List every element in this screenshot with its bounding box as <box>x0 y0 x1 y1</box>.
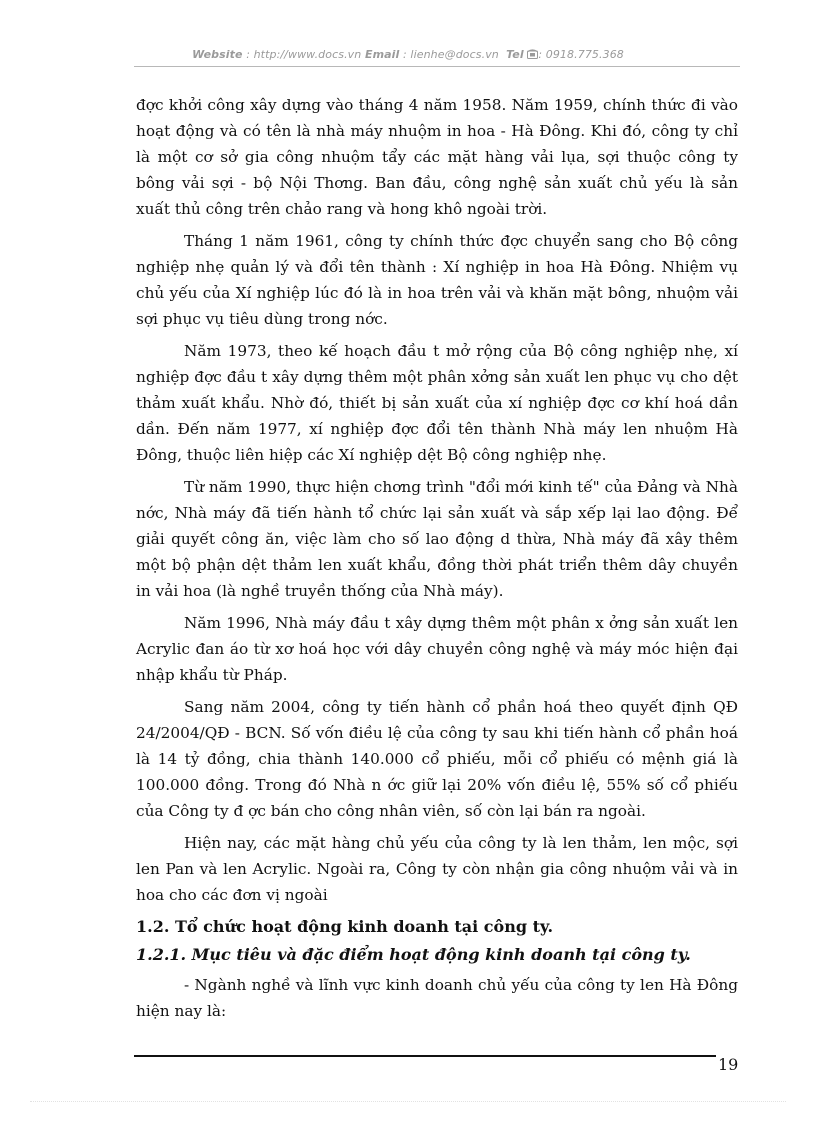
section-heading: 1.2. Tổ chức hoạt động kinh doanh tại công ty. <box>136 917 554 936</box>
paragraph: - Ngành nghề và lĩnh vực kinh doanh chủ yếu của công ty len Hà Đông hiện nay là: <box>136 976 738 1020</box>
website-label: Website <box>192 48 243 61</box>
header-divider <box>134 66 740 67</box>
paragraph: Hiện nay, các mặt hàng chủ yếu của công ty là len thảm, len mộc, sợi len Pan và len Acrylic. Ngoài ra, Công ty còn nhận gia công nhuộm vải và in hoa cho các đơn vị ngoài <box>136 834 738 904</box>
page-header <box>0 48 816 61</box>
document-body <box>136 92 738 1030</box>
paragraph: Từ năm 1990, thực hiện chơng trình "đổi mới kinh tế" của Đảng và Nhà nớc, Nhà máy đã tiến hành tổ chức lại sản xuất và sắp xếp lại lao động. Để giải quyết công ăn, việc làm cho số lao động d thừa, Nhà máy đã xây thêm một bộ phận dệt thảm len xuất khẩu, đồng thời phát triển thêm dây chuyền in vải hoa (là nghề truyền thống của Nhà máy). <box>136 478 738 600</box>
paragraph: Năm 1996, Nhà máy đầu t xây dựng thêm một phân x ởng sản xuất len Acrylic đan áo từ xơ hoá học với dây chuyền công nghệ và máy móc hiện đại nhập khẩu từ Pháp. <box>136 614 738 684</box>
subsection-heading: 1.2.1. Mục tiêu và đặc điểm hoạt động kinh doanh tại công ty. <box>136 945 691 964</box>
page-number: 19 <box>718 1055 739 1074</box>
paragraph: Sang năm 2004, công ty tiến hành cổ phần hoá theo quyết định QĐ 24/2004/QĐ - BCN. Số vốn điều lệ của công ty sau khi tiến hành cổ phần hoá là 14 tỷ đồng, chia thành 140.000 cổ phiếu, mỗi cổ phiếu có mệnh giá là 100.000 đồng. Trong đó Nhà n ớc giữ lại 20% vốn điều lệ, 55% số cổ phiếu của Công ty đ ợc bán cho công nhân viên, số còn lại bán ra ngoài. <box>136 698 738 820</box>
paragraph: Năm 1973, theo kế hoạch đầu t mở rộng của Bộ công nghiệp nhẹ, xí nghiệp đợc đầu t xây dựng thêm một phân xởng sản xuất len phục vụ cho dệt thảm xuất khẩu. Nhờ đó, thiết bị sản xuất của xí nghiệp đợc cơ khí hoá dần dần. Đến năm 1977, xí nghiệp đợc đổi tên thành Nhà máy len nhuộm Hà Đông, thuộc liên hiệp các Xí nghiệp dệt Bộ công nghiệp nhẹ. <box>136 342 738 464</box>
paragraph: đợc khởi công xây dựng vào tháng 4 năm 1958. Năm 1959, chính thức đi vào hoạt động và có tên là nhà máy nhuộm in hoa - Hà Đông. Khi đó, công ty chỉ là một cơ sở gia công nhuộm tẩy các mặt hàng vải lụa, sợi thuộc công ty bông vải sợi - bộ Nội Thơng. Ban đầu, công nghệ sản xuất chủ yếu là sản xuất thủ công trên chảo rang và hong khô ngoài trời. <box>136 96 738 218</box>
paragraph: Tháng 1 năm 1961, công ty chính thức đợc chuyển sang cho Bộ công nghiệp nhẹ quản lý và đổi tên thành : Xí nghiệp in hoa Hà Đông. Nhiệm vụ chủ yếu của Xí nghiệp lúc đó là in hoa trên vải và khăn mặt bông, nhuộm vải sợi phục vụ tiêu dùng trong nớc. <box>136 232 738 328</box>
email-label: Email <box>364 48 400 61</box>
email-separator: : <box>399 48 411 61</box>
tel-number: : 0918.775.368 <box>538 48 624 61</box>
footer-divider <box>134 1055 716 1057</box>
bottom-dotted-line <box>30 1101 786 1102</box>
website-url[interactable]: http://www.docs.vn <box>253 48 362 61</box>
phone-icon <box>527 49 538 59</box>
website-separator: : <box>242 48 254 61</box>
tel-label: Tel <box>506 48 524 61</box>
email-address[interactable]: lienhe@docs.vn <box>410 48 499 61</box>
